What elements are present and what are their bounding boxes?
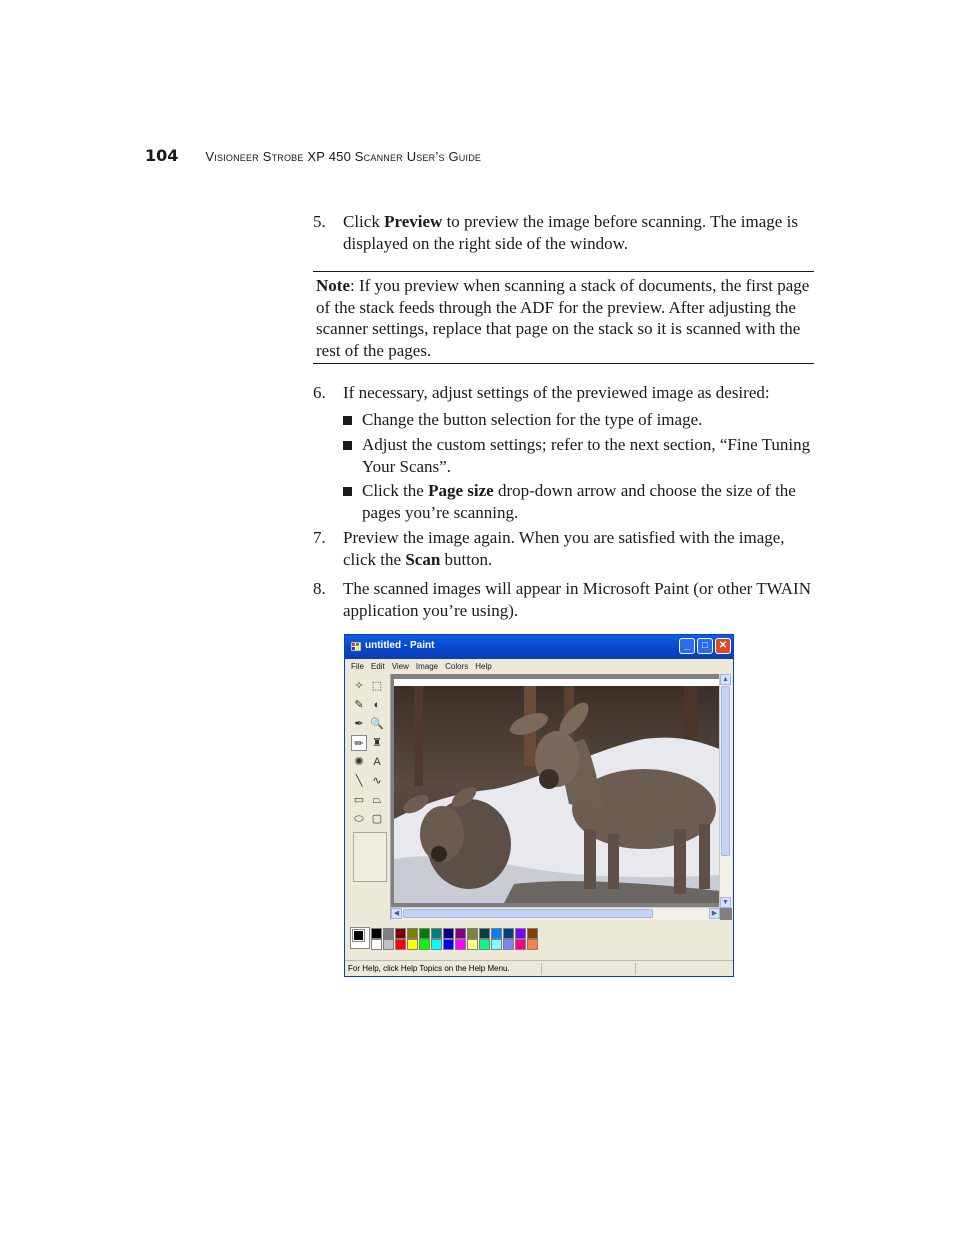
deer-image [394,679,720,903]
color-swatch[interactable] [467,928,478,939]
close-button[interactable]: ✕ [715,638,731,654]
current-colors [350,927,370,949]
color-swatch[interactable] [395,939,406,950]
color-swatch[interactable] [455,939,466,950]
step-number: 5. [313,212,326,231]
menu-colors[interactable]: Colors [445,662,469,671]
paint-app-icon [350,640,363,653]
minimize-button[interactable]: _ [679,638,695,654]
color-swatches [371,928,538,949]
deer-photo[interactable] [394,679,720,903]
color-swatch[interactable] [407,939,418,950]
bullet-item [343,409,813,431]
color-swatch[interactable] [479,928,490,939]
tool-options-box[interactable] [353,832,387,882]
status-divider [541,963,542,975]
color-swatch[interactable] [431,928,442,939]
step-8 [313,578,813,621]
step-6 [313,382,813,404]
menu-bar [345,659,733,674]
scroll-right-button[interactable]: ▶ [709,908,720,919]
canvas-area [390,674,732,920]
bullet-square [343,441,352,450]
color-swatch[interactable] [419,939,430,950]
workspace [345,674,733,920]
vertical-scroll-thumb[interactable] [721,686,730,856]
fill-icon[interactable]: ◐ [373,699,381,711]
pencil-icon[interactable]: ✏ [351,735,367,751]
color-palette [345,921,733,959]
text-run: Click [343,212,385,231]
bold-term: Scan [405,549,441,569]
status-divider [635,963,636,975]
step-number: 8. [313,579,326,598]
color-picker-icon[interactable]: ✒ [354,718,364,730]
menu-image[interactable]: Image [415,662,439,671]
bold-term: Page size [428,481,494,500]
color-swatch[interactable] [491,939,502,950]
status-bar [345,960,733,977]
color-swatch[interactable] [503,928,514,939]
step-text [343,527,813,570]
color-swatch[interactable] [419,928,430,939]
color-swatch[interactable] [443,928,454,939]
scroll-left-button[interactable]: ◀ [391,908,402,919]
text-run: Preview the image again. When you are satisfied with the image, click the [343,528,785,569]
color-swatch[interactable] [491,928,502,939]
polygon-icon[interactable]: ⏢ [372,794,382,806]
paint-window [344,634,734,977]
text-run: Click the [362,481,429,500]
bullet-square [343,416,352,425]
horizontal-scroll-thumb[interactable] [403,909,653,918]
running-title: Visioneer Strobe XP 450 Scanner User’s Guide [205,149,482,164]
color-swatch[interactable] [515,928,526,939]
note-box [313,271,814,364]
scroll-up-button[interactable]: ▲ [720,674,731,685]
color-swatch[interactable] [383,928,394,939]
menu-help[interactable]: Help [475,662,492,671]
color-swatch[interactable] [395,928,406,939]
step-number: 6. [313,383,326,402]
vertical-scrollbar[interactable] [719,674,732,908]
free-select-icon[interactable]: ✧ [354,680,364,692]
note-text: : If you preview when scanning a stack of documents, the first page of the stack feeds through the ADF for the preview. After adjusting the scanner settings, replace that page on the stack so it is scanned with the rest of the pages. [316,276,810,360]
step-text [343,211,813,254]
text-icon[interactable]: A [373,756,381,768]
rect-select-icon[interactable]: ⬚ [371,680,383,692]
text-run: drop-down arrow and choose the size of the pages you’re scanning. [362,481,796,522]
color-swatch[interactable] [467,939,478,950]
menu-edit[interactable]: Edit [370,662,385,671]
bold-term: Preview [384,212,443,231]
brush-icon[interactable]: ♜ [372,737,382,749]
bullet-square [343,487,352,496]
color-swatch[interactable] [515,939,526,950]
title-bar [345,635,733,659]
window-title: untitled - Paint [365,640,435,651]
menu-file[interactable]: File [351,662,364,671]
bullet-text [362,480,813,523]
curve-icon[interactable]: ∿ [372,775,382,787]
bullet-item [343,480,813,523]
rectangle-icon[interactable]: ▭ [353,794,365,806]
foreground-color [353,930,364,941]
horizontal-scrollbar[interactable] [391,907,720,920]
ellipse-icon[interactable]: ⬭ [354,813,364,825]
eraser-icon[interactable]: ✎ [354,699,364,711]
text-run: button. [440,549,493,569]
bullet-text: Change the button selection for the type of image. [362,410,703,429]
page-number: 104 [145,146,179,165]
line-icon[interactable]: ╲ [355,775,363,787]
page-header [145,146,481,165]
menu-view[interactable]: View [391,662,409,671]
color-swatch[interactable] [371,928,382,939]
airbrush-icon[interactable]: ✺ [354,756,364,768]
scroll-down-button[interactable]: ▼ [720,897,731,908]
step-text: If necessary, adjust settings of the previewed image as desired: [343,383,770,402]
note-label: Note [316,276,350,295]
rounded-rect-icon[interactable]: ▢ [371,813,383,825]
step-5 [313,211,813,254]
color-swatch[interactable] [503,939,514,950]
color-swatch[interactable] [455,928,466,939]
color-swatch[interactable] [479,939,490,950]
maximize-button[interactable]: □ [697,638,713,654]
color-swatch[interactable] [443,939,454,950]
color-swatch[interactable] [383,939,394,950]
color-swatch[interactable] [527,928,538,939]
status-text: For Help, click Help Topics on the Help Menu. [348,964,510,973]
color-swatch[interactable] [431,939,442,950]
text-run: to preview the image before scanning. The image is displayed on the right side of the window. [343,212,798,253]
bullet-text: Adjust the custom settings; refer to the next section, “Fine Tuning Your Scans”. [362,435,811,476]
toolbox [349,675,389,919]
magnifier-icon[interactable]: 🔍 [370,718,384,730]
bullet-item [343,434,813,477]
step-number: 7. [313,528,326,547]
color-swatch[interactable] [371,939,382,950]
color-swatch[interactable] [527,939,538,950]
color-swatch[interactable] [407,928,418,939]
step-7 [313,527,813,570]
step-text: The scanned images will appear in Microsoft Paint (or other TWAIN application you’re using). [343,579,811,620]
